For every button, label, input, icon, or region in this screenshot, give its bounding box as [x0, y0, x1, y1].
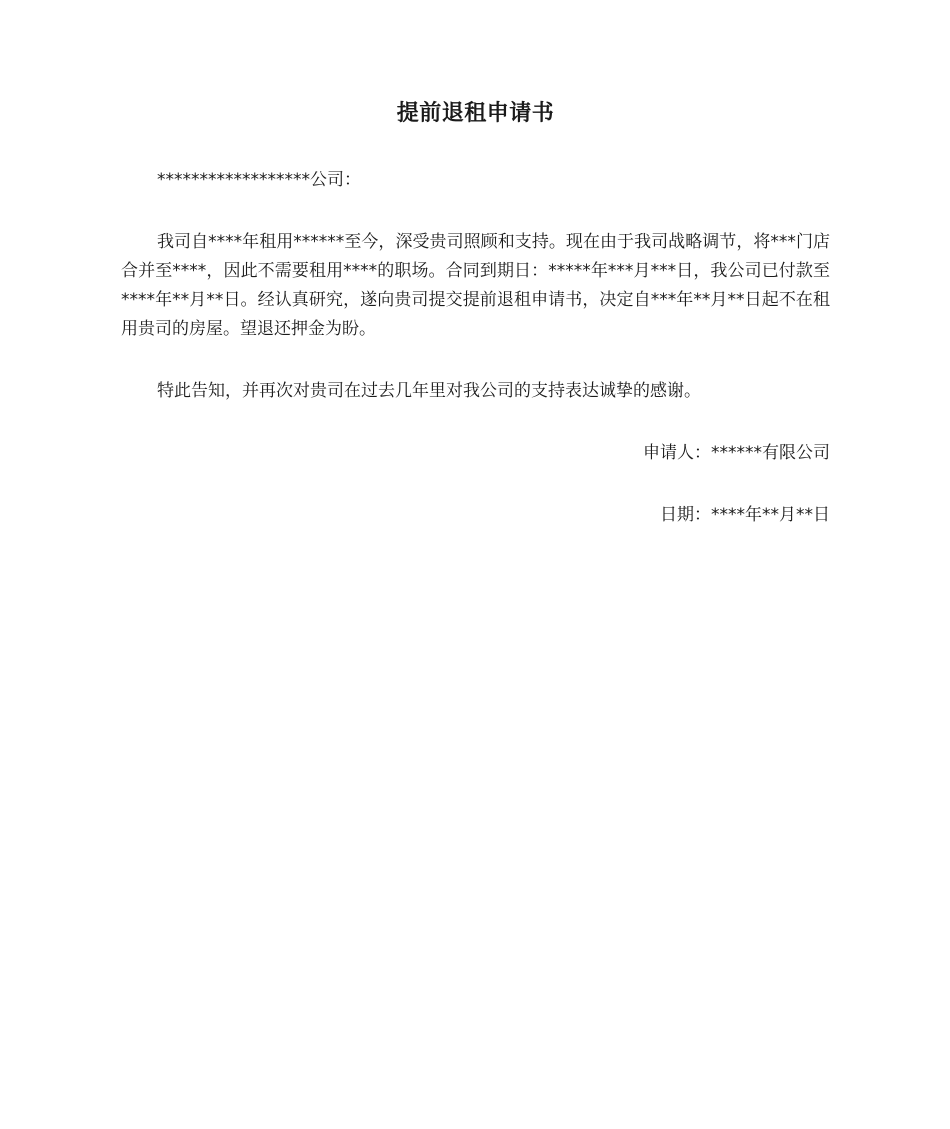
salutation: ******************公司：	[157, 170, 361, 190]
body-paragraph-closing: 特此告知，并再次对贵司在过去几年里对我公司的支持表达诚挚的感谢。	[157, 381, 701, 401]
date-line: 日期：****年**月**日	[660, 505, 830, 525]
body-paragraph-main: 我司自****年租用******至今，深受贵司照顾和支持。现在由于我司战略调节，将***门店合并至****，因此不需要租用****的职场。合同到期日：*****年***月***日，我公司已付款至****年**月**日。经认真研究，遂向贵司提交提前退租申请书，决定自***年**月**日起不在租用贵司的房屋。望退还押金为盼。	[121, 232, 830, 339]
document-title: 提前退租申请书	[396, 101, 555, 126]
document-body	[121, 98, 830, 530]
applicant-line: 申请人：******有限公司	[643, 443, 830, 463]
